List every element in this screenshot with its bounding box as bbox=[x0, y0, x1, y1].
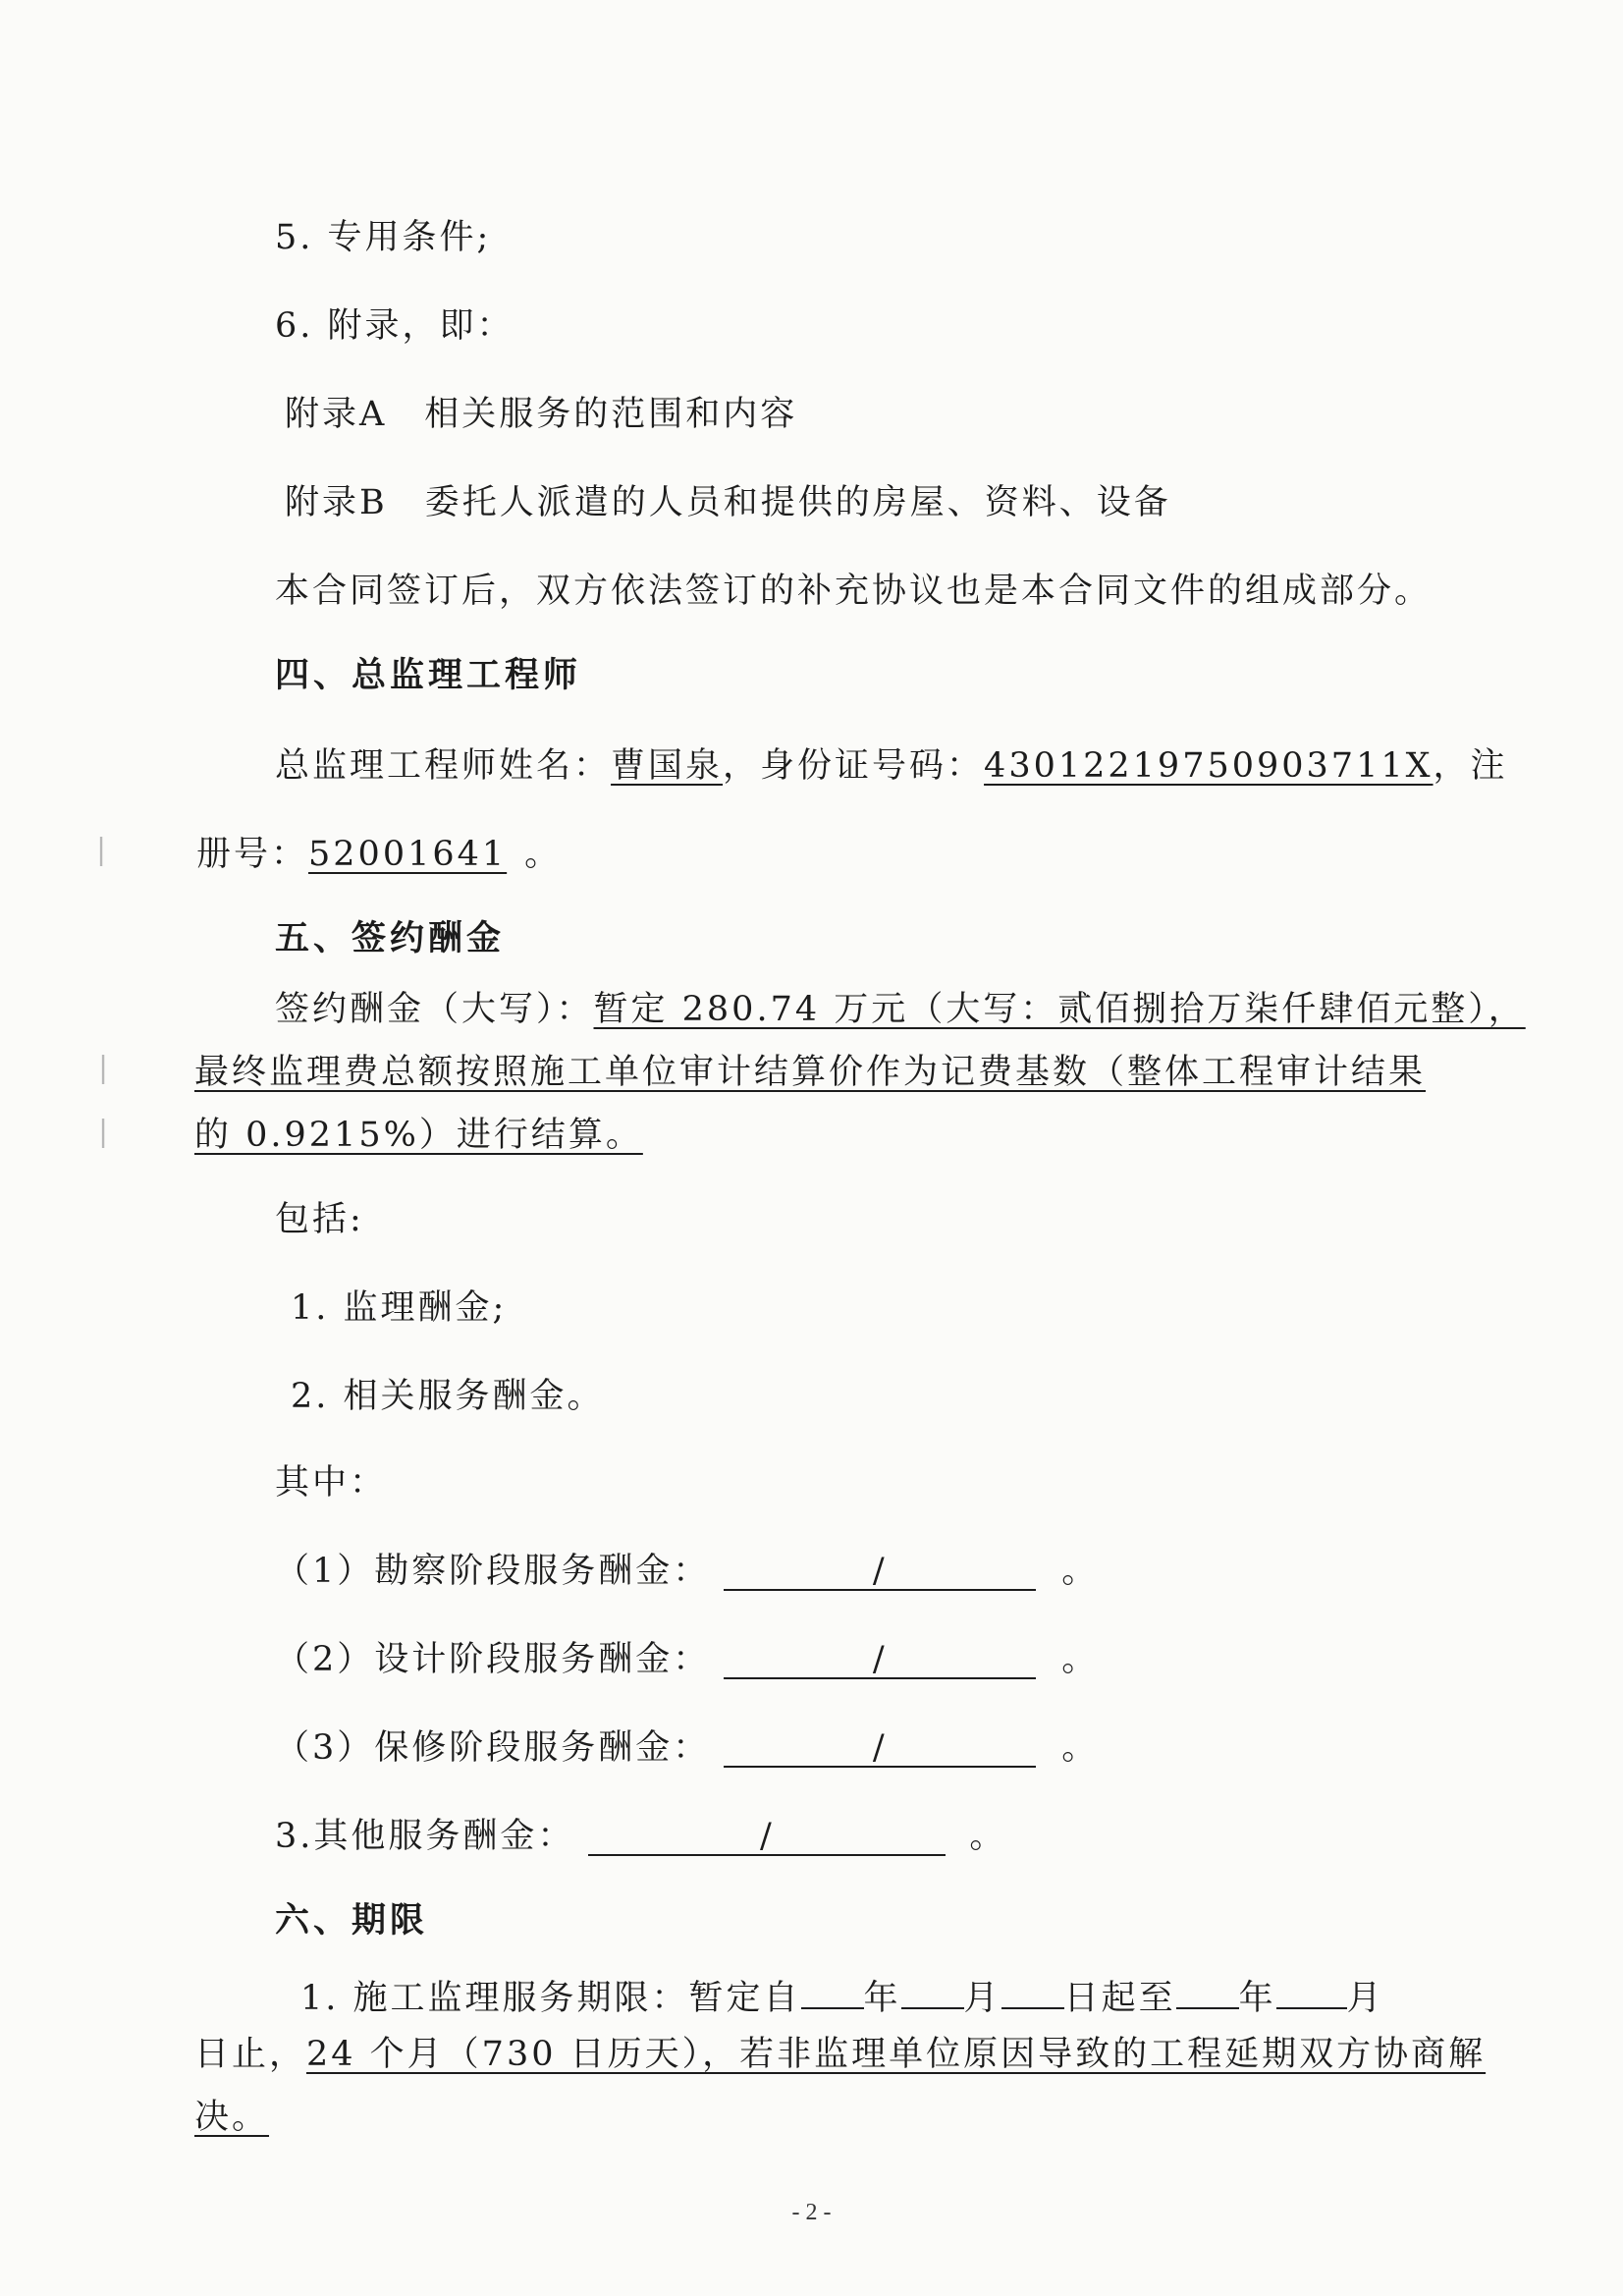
section-5-title: 五、签约酬金 bbox=[275, 919, 506, 958]
label-other-fee: 3.其他服务酬金： bbox=[275, 1817, 575, 1856]
other-fee-value: / bbox=[588, 1815, 946, 1856]
line-special-conditions: 5. 专用条件; bbox=[275, 218, 492, 257]
label-reg-continued: ，注 bbox=[1433, 746, 1508, 786]
line-registration bbox=[196, 831, 562, 878]
line-fee bbox=[275, 986, 1526, 1033]
survey-fee-value: / bbox=[724, 1550, 1036, 1591]
line-appendix-b: 附录B 委托人派遣的人员和提供的房屋、资料、设备 bbox=[285, 483, 1171, 522]
line-chief-engineer bbox=[275, 742, 1508, 790]
label-survey-fee: （1）勘察阶段服务酬金： bbox=[275, 1552, 711, 1591]
period: 。 bbox=[1061, 1552, 1100, 1591]
label-warranty-fee: （3）保修阶段服务酬金： bbox=[275, 1728, 711, 1768]
label-id: ，身份证号码： bbox=[723, 746, 985, 786]
start-year-blank bbox=[801, 1968, 864, 2009]
end-year-blank bbox=[1176, 1968, 1239, 2009]
page-number: - 2 - bbox=[791, 2200, 832, 2225]
registration-number: 52001641 bbox=[308, 835, 508, 874]
scan-mark: | bbox=[96, 833, 107, 867]
term-duration: 24 个月（730 日历天），若非监理单位原因导致的工程延期双方协商解 bbox=[306, 2035, 1487, 2074]
line-term-end: 决。 bbox=[194, 2098, 270, 2137]
label-term: 1. 施工监理服务期限：暂定自 bbox=[300, 1979, 801, 2018]
scan-mark: | bbox=[98, 1115, 109, 1149]
chief-name: 曹国泉 bbox=[611, 746, 724, 786]
fee-amount: 暂定 280.74 万元（大写：贰佰捌拾万柒仟肆佰元整）， bbox=[593, 990, 1526, 1029]
word-month: 月 bbox=[963, 1979, 1001, 2018]
line-related-fee: 2. 相关服务酬金。 bbox=[291, 1377, 605, 1416]
line-term-duration bbox=[194, 2031, 1486, 2078]
start-day-blank bbox=[1001, 1968, 1064, 2009]
registration-end: 。 bbox=[524, 835, 563, 874]
section-6-title: 六、期限 bbox=[275, 1901, 429, 1941]
line-warranty-fee bbox=[275, 1724, 1099, 1772]
label-registration: 册号： bbox=[196, 835, 309, 874]
label-design-fee: （2）设计阶段服务酬金： bbox=[275, 1640, 711, 1679]
line-appendix: 6. 附录，即： bbox=[275, 306, 514, 346]
word-day-start: 日起至 bbox=[1063, 1979, 1176, 2018]
period: 。 bbox=[969, 1817, 1007, 1856]
chief-id-number: 43012219750903711X bbox=[984, 746, 1434, 786]
warranty-fee-value: / bbox=[724, 1726, 1036, 1768]
period: 。 bbox=[1061, 1640, 1100, 1679]
design-fee-value: / bbox=[724, 1638, 1036, 1679]
word-year: 年 bbox=[863, 1979, 901, 2018]
line-supervision-fee: 1. 监理酬金; bbox=[291, 1288, 508, 1328]
line-supplement: 本合同签订后，双方依法签订的补充协议也是本合同文件的组成部分。 bbox=[275, 572, 1433, 611]
label-term-end: 日止， bbox=[194, 2035, 307, 2074]
line-other-fee bbox=[275, 1813, 1006, 1860]
line-among: 其中： bbox=[275, 1463, 388, 1503]
period: 。 bbox=[1061, 1728, 1100, 1768]
line-fee-rate: 的 0.9215%）进行结算。 bbox=[194, 1116, 643, 1155]
line-includes: 包括: bbox=[275, 1200, 364, 1239]
start-month-blank bbox=[901, 1968, 964, 2009]
section-4-title: 四、总监理工程师 bbox=[275, 656, 582, 695]
word-year: 年 bbox=[1238, 1979, 1276, 2018]
word-month: 月 bbox=[1346, 1979, 1384, 2018]
line-appendix-a: 附录A 相关服务的范围和内容 bbox=[285, 395, 798, 434]
end-month-blank bbox=[1276, 1968, 1347, 2009]
line-survey-fee bbox=[275, 1548, 1099, 1595]
scan-mark: | bbox=[98, 1051, 109, 1085]
line-term bbox=[300, 1968, 1384, 2022]
line-fee-basis: 最终监理费总额按照施工单位审计结算价作为记费基数（整体工程审计结果 bbox=[194, 1053, 1427, 1092]
line-design-fee bbox=[275, 1636, 1099, 1683]
label-chief-name: 总监理工程师姓名： bbox=[275, 746, 612, 786]
label-fee: 签约酬金（大写）： bbox=[275, 990, 594, 1029]
